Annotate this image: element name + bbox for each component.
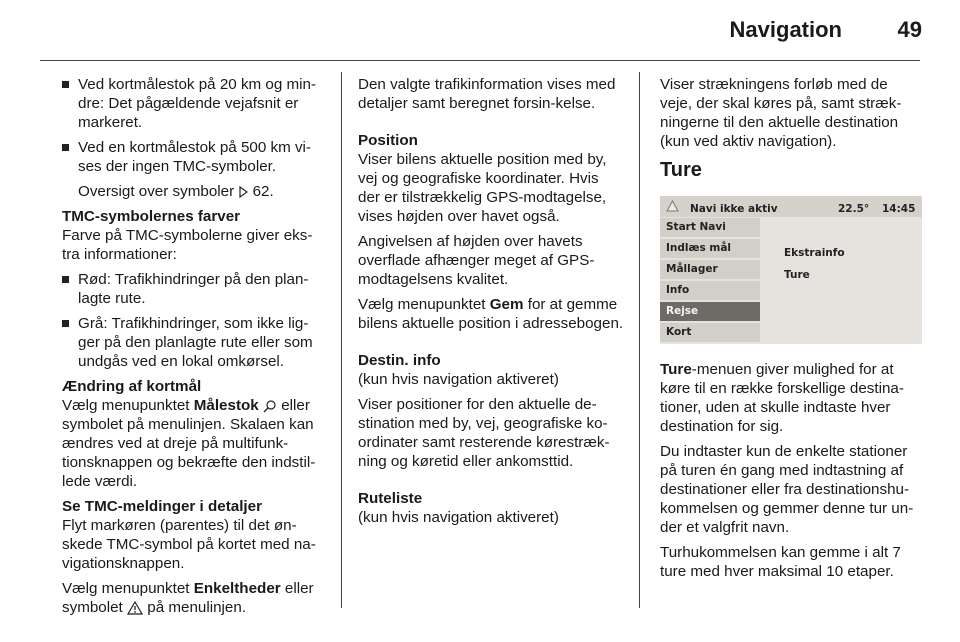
device-screen (660, 196, 922, 344)
bullet-icon (62, 81, 69, 88)
paragraph: Angivelsen af højden over havets overflade afhænger meget af GPS-modtagelsens kvalitet. (358, 233, 595, 288)
section-heading: Ændring af kortmål (62, 378, 202, 395)
section-heading: Destin. info (358, 352, 441, 369)
column-1 (62, 75, 327, 623)
column-divider-2 (639, 72, 640, 608)
warning-triangle-icon (127, 601, 143, 615)
bullet-icon (62, 276, 69, 283)
nav-status: Navi ikke aktiv (690, 203, 778, 215)
header-rule (40, 60, 920, 61)
section-heading: Ruteliste (358, 490, 423, 507)
list-item: Ved kortmålestok på 20 km og min-dre: Det pågældende vejafsnit er markeret. (62, 75, 327, 132)
paragraph: Flyt markøren (parentes) til det øn-skede TMC-symbol på kortet med na-vigationsknappen. (62, 517, 316, 572)
menu-item-info[interactable]: Info (660, 281, 760, 300)
bullet-icon (62, 320, 69, 327)
paragraph: Turhukommelsen kan gemme i alt 7 ture med hver maksimal 10 etaper. (660, 544, 901, 580)
paragraph: Du indtaster kun de enkelte stationer på turen én gang med indtastning af destinationer eller fra destinationshu-kommelsen og gemmer denne tur un-der et valgfrit navn. (660, 443, 914, 536)
list-item: Rød: Trafikhindringer på den plan-lagte rute. (62, 270, 327, 308)
list-item: Grå: Trafikhindringer, som ikke lig-ger på den planlagte rute eller som undgås ved en lokal omkørsel. (62, 314, 327, 371)
warning-triangle-icon (666, 200, 679, 212)
paragraph: (kun hvis navigation aktiveret) (358, 509, 559, 526)
paragraph: Farve på TMC-symbolerne giver eks-tra informationer: (62, 227, 313, 263)
page-header (0, 0, 960, 62)
status-bar (660, 196, 922, 217)
menu-item-kort[interactable]: Kort (660, 323, 760, 342)
bullet-icon (62, 144, 69, 151)
submenu-item-ture[interactable]: Ture (784, 269, 810, 281)
menu-item-maallager[interactable]: Mållager (660, 260, 760, 279)
section-heading: TMC-symbolernes farver (62, 208, 241, 225)
section-heading: Position (358, 132, 418, 149)
paragraph: Den valgte trafikinformation vises med detaljer samt beregnet forsin-kelse. (358, 76, 616, 112)
temperature: 22.5° (838, 203, 870, 215)
list-item: Ved en kortmålestok på 500 km vi-ses der ingen TMC-symboler. (62, 138, 327, 176)
paragraph: Vælg menupunktet Gem for at gemme bilens aktuelle position i adressebogen. (358, 296, 624, 332)
paragraph: Ture-menuen giver mulighed for at køre til en række forskellige destina-tioner, uden at skulle indtaste hver destination for sig. (660, 361, 904, 435)
paragraph: Vælg menupunktet Enkeltheder eller symbolet på menulinjen. (62, 580, 314, 616)
menu-item-indlaes-maal[interactable]: Indlæs mål (660, 239, 760, 258)
section-heading: Se TMC-meldinger i detaljer (62, 498, 263, 515)
paragraph: Viser positioner for den aktuelle de-stination med by, vej, geografiske ko-ordinater samt resterende kørestræk-ning og køretid eller ankomsttid. (358, 396, 610, 470)
page-ref-arrow-icon (238, 186, 248, 198)
clock: 14:45 (882, 203, 916, 215)
submenu-item-ekstrainfo[interactable]: Ekstrainfo (784, 247, 845, 259)
section-heading: Ture (660, 159, 702, 181)
zoom-icon (263, 399, 277, 413)
column-divider-1 (341, 72, 342, 608)
page-title: Navigation (729, 17, 842, 42)
column-2 (358, 75, 624, 533)
submenu-panel (784, 242, 845, 286)
menu-item-rejse[interactable]: Rejse (660, 302, 760, 321)
menu-item-start-navi[interactable]: Start Navi (660, 218, 760, 237)
paragraph: (kun hvis navigation aktiveret) (358, 371, 559, 388)
cross-reference: Oversigt over symboler 62. (78, 183, 274, 200)
paragraph: Viser strækningens forløb med de veje, der skal køres på, samt stræk-ningerne til den aktuelle destination (kun ved aktiv navigation). (660, 76, 902, 150)
paragraph: Viser bilens aktuelle position med by, vej og geografiske koordinater. Hvis der er tilstrækkelig GPS-modtagelse, vises højden over havet også. (358, 151, 607, 225)
page-number: 49 (897, 17, 922, 42)
paragraph: Vælg menupunktet Målestok eller symbolet på menulinjen. Skalaen kan ændres ved at dreje på multifunk-tionsknappen og bekræfte den indstil-lede værdi. (62, 397, 316, 490)
column-3 (660, 75, 922, 587)
screen-menu (660, 218, 760, 344)
